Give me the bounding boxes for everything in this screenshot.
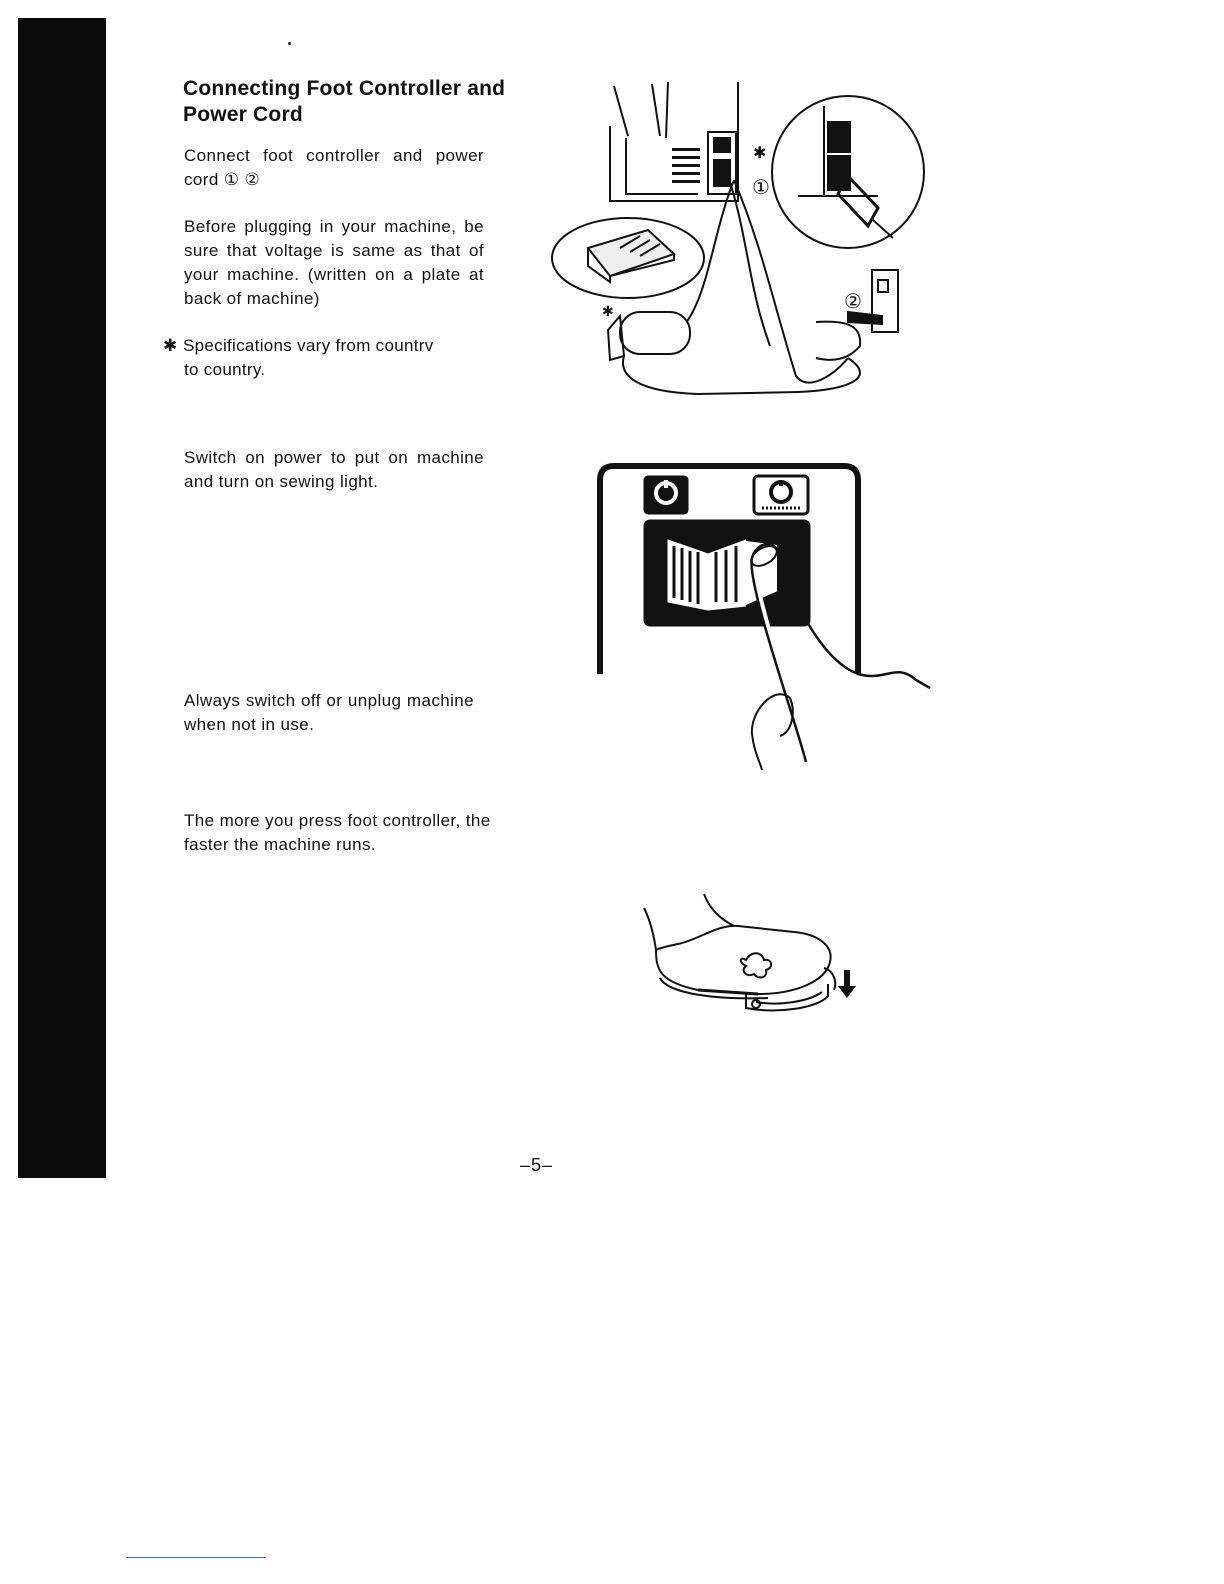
figure-asterisk-top: ✱ <box>753 143 767 162</box>
unplug-instruction: Always switch off or unplug machine when not in use. <box>184 691 474 734</box>
page-title: Connecting Foot Controller and Power Cord <box>183 77 506 126</box>
asterisk-mark: ✱ <box>163 336 178 355</box>
foot-pressing-illustration <box>638 890 858 1020</box>
scan-edge-bar <box>18 18 106 1178</box>
power-switch-illustration <box>596 462 936 772</box>
page-number: –5– <box>520 1155 554 1175</box>
figure-label-one: ① <box>752 175 770 199</box>
figure-label-two: ② <box>844 289 862 313</box>
figure-asterisk-pedal: ✱ <box>602 304 614 320</box>
footer-rule <box>126 1557 266 1558</box>
note-line-2: to country. <box>184 360 266 379</box>
scan-speck <box>288 42 291 45</box>
connect-instruction: Connect foot controller and power cord ① ② <box>184 146 484 189</box>
voltage-instruction: Before plugging in your machine, be sure that voltage is same as that of your machine. (written on a plate at back of machine) <box>184 217 484 308</box>
specifications-note <box>163 334 493 382</box>
switch-instruction: Switch on power to put on machine and turn on sewing light. <box>184 448 484 491</box>
note-line-1: Specifications vary from countrv <box>183 336 434 355</box>
foot-controller-instruction: The more you press foot controller, the faster the machine runs. <box>184 811 491 854</box>
connection-illustration <box>548 76 932 398</box>
